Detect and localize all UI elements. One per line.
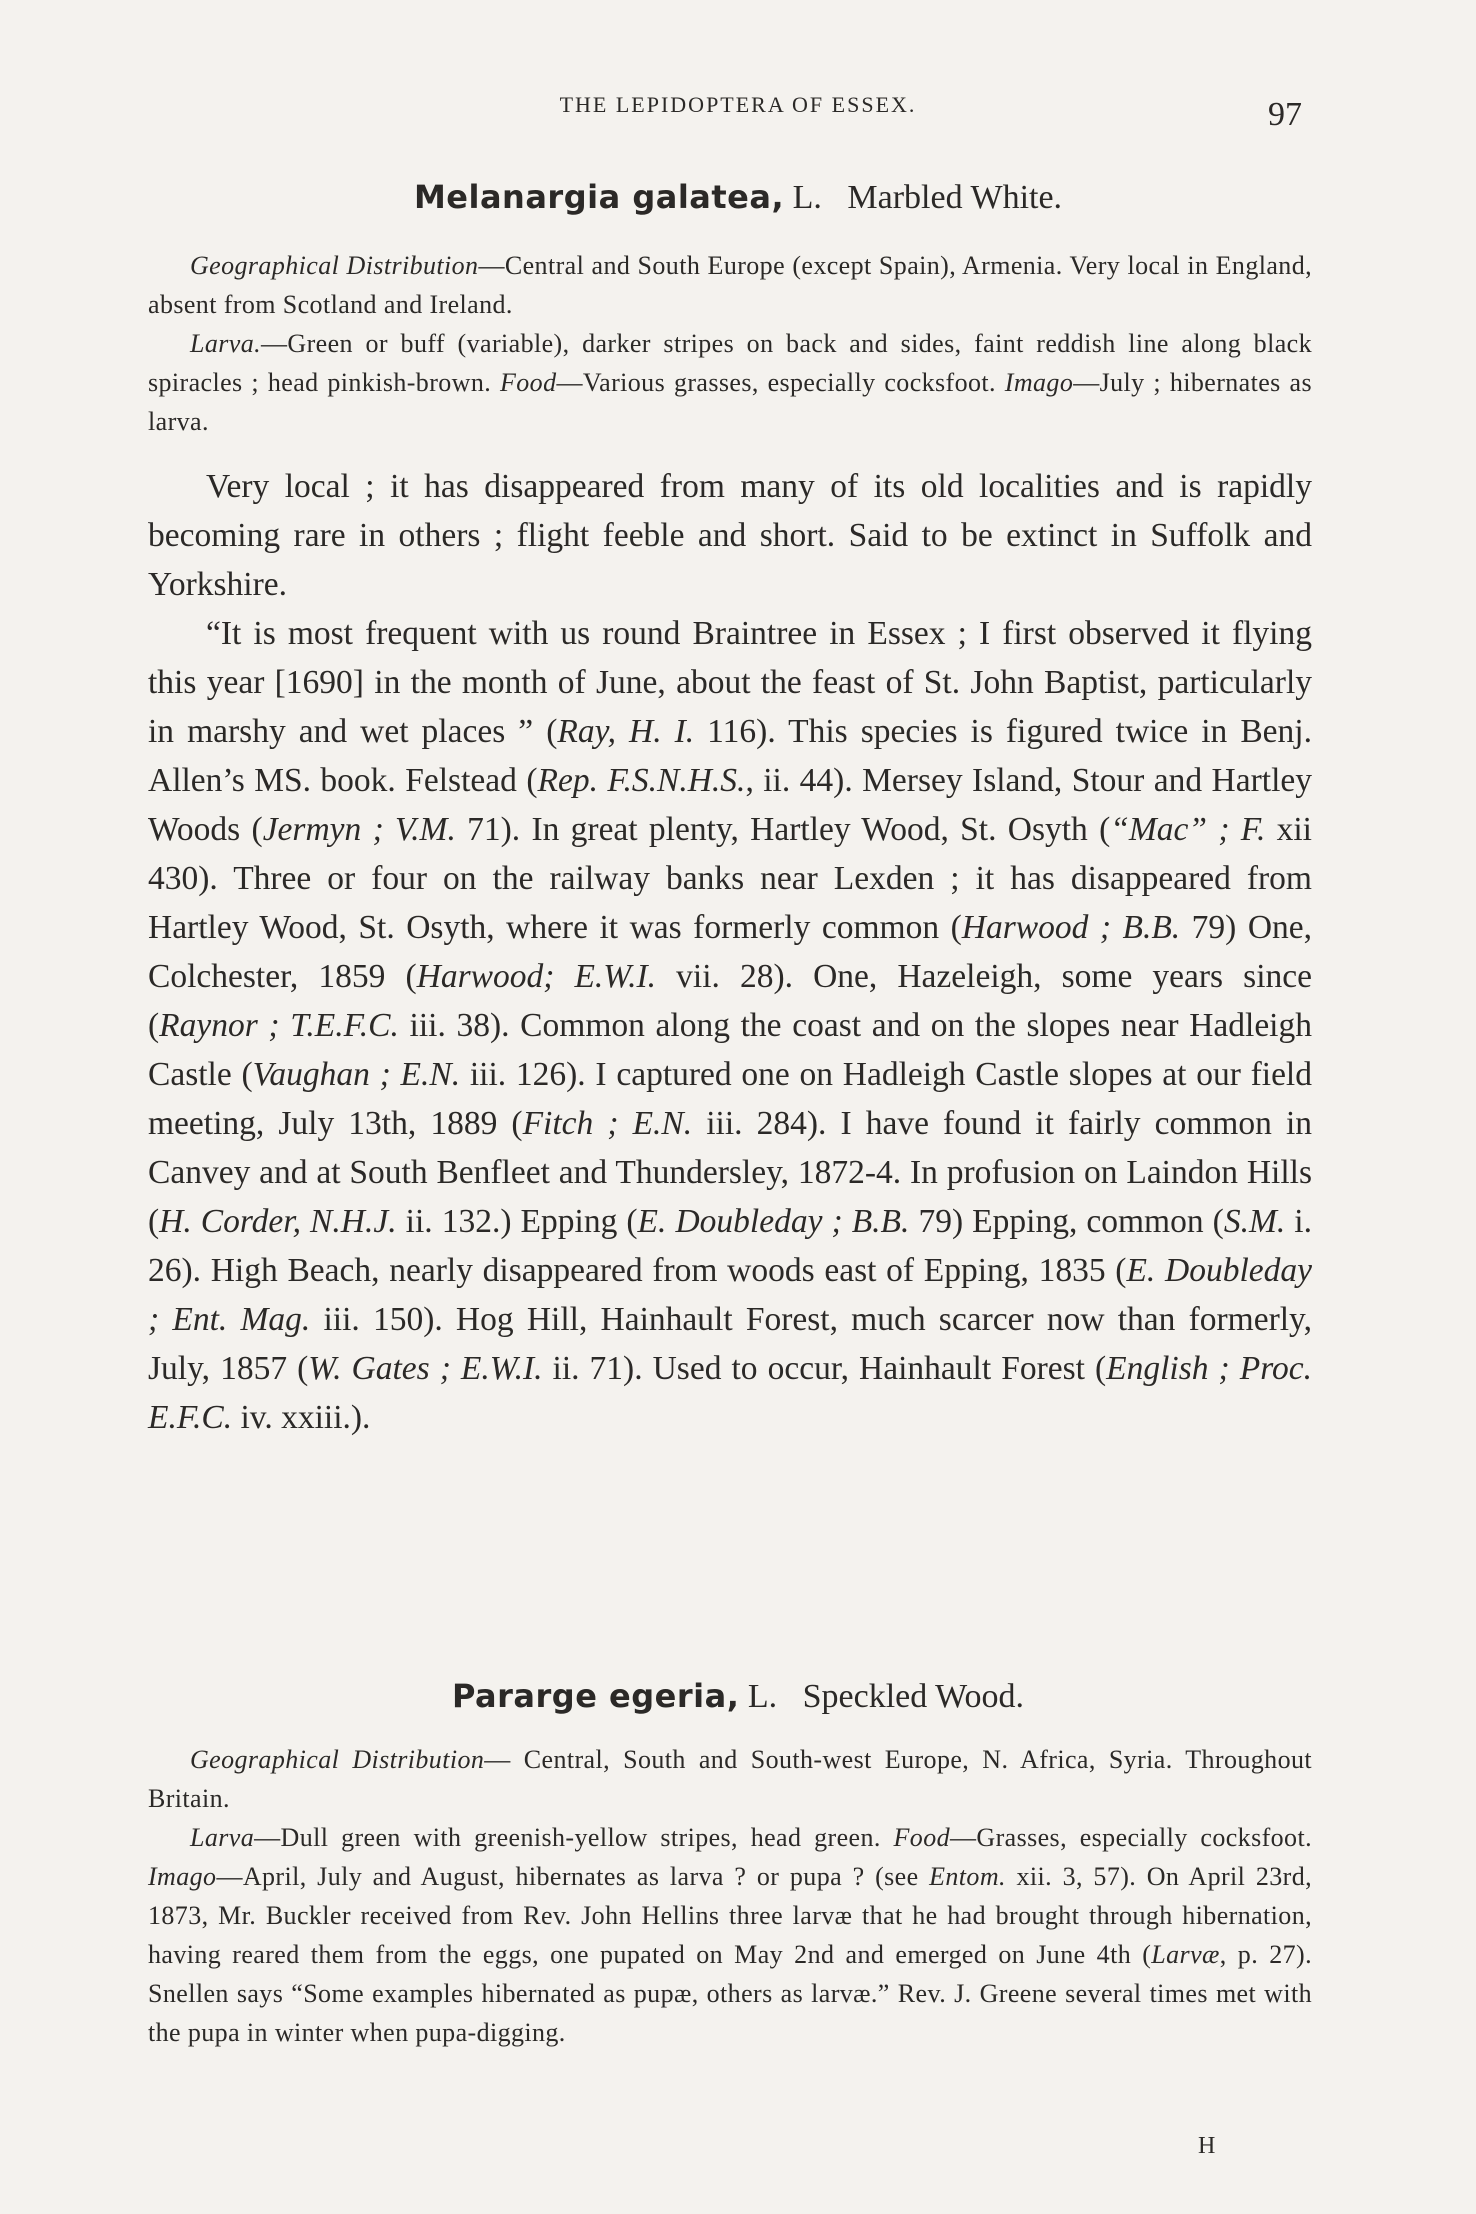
citation: Fitch ; E.N. [522, 1105, 693, 1142]
signature-mark: H [1198, 2133, 1216, 2159]
common-name: Marbled White. [847, 179, 1063, 216]
larva-text: —Dull green with greenish-yellow stripes, head green. [254, 1823, 881, 1852]
paragraph-records: “It is most frequent with us round Braintree in Essex ; I first observed it flying this year [1690] in the month of June, about the feast of St. John Baptist, particularly in marshy and wet places ” (Ray, H. I. 116). This species is figured twice in Benj. Allen’s MS. book. Felstead (Rep. F.S.N.H.S., ii. 44). Mersey Island, Stour and Hartley Woods (Jermyn ; V.M. 71). In great plenty, Hartley Wood, St. Osyth (“Mac” ; F. xii 430). Three or four on the railway banks near Lexden ; it has disappeared from Hartley Wood, St. Osyth, where it was formerly common (Harwood ; B.B. 79) One, Colchester, 1859 (Harwood; E.W.I. vii. 28). One, Hazeleigh, some years since (Raynor ; T.E.F.C. iii. 38). Common along the coast and on the slopes near Hadleigh Castle (Vaughan ; E.N. iii. 126). I captured one on Hadleigh Castle slopes at our field meeting, July 13th, 1889 (Fitch ; E.N. iii. 284). I have found it fairly common in Canvey and at South Benfleet and Thundersley, 1872-4. In profusion on Laindon Hills (H. Corder, N.H.J. ii. 132.) Epping (E. Doubleday ; B.B. 79) Epping, common (S.M. i. 26). High Beach, nearly disappeared from woods east of Epping, 1835 (E. Doubleday ; Ent. Mag. iii. 150). Hog Hill, Hainhault Forest, much scarcer now than formerly, July, 1857 (W. Gates ; E.W.I. ii. 71). Used to occur, Hainhault Forest (English ; Proc. E.F.C. iv. xxiii.). [148, 615, 1313, 1436]
citation: W. Gates ; E.W.I. [308, 1350, 543, 1387]
species2-summary [148, 1740, 1312, 2052]
citation: Ray, H. I. [557, 713, 695, 750]
entom-reference: Entom. [929, 1862, 1006, 1891]
page-number: 97 [1268, 96, 1302, 133]
author-abbrev: L. [792, 179, 822, 216]
citation: Raynor ; T.E.F.C. [159, 1007, 399, 1044]
food-text: —Various grasses, especially cocksfoot. [556, 368, 996, 397]
scientific-name: Pararge egeria, [451, 1677, 740, 1715]
geo-label: Geographical Distribution [190, 251, 479, 280]
citation: Harwood ; B.B. [961, 909, 1181, 946]
citation: Vaughan ; E.N. [252, 1056, 461, 1093]
geographical-distribution [148, 1740, 1312, 1818]
larva-label: Larva. [190, 329, 262, 358]
food-label: Food [499, 368, 557, 397]
citation: E. Doubleday ; B.B. [637, 1203, 910, 1240]
scientific-name: Melanargia galatea, [413, 178, 785, 216]
paragraph-status: Very local ; it has disappeared from many of its old localities and is rapidly becoming rare in others ; flight feeble and short. Said to be extinct in Suffolk and Yorkshire. [148, 468, 1312, 603]
imago-text: —April, July and August, hibernates as larva ? or pupa ? (see [216, 1862, 919, 1891]
citation: “Mac” ; F. [1110, 811, 1266, 848]
citation: Rep. F.S.N.H.S. [537, 762, 746, 799]
larva-food-imago: Larva—Dull green with greenish-yellow stripes, head green. Food—Grasses, especially cocksfoot. Imago—April, July and August, hibernates as larva ? or pupa ? (see Entom. xii. 3, 57). On April 23rd, 1873, Mr. Buckler received from Rev. John Hellins three larvæ that he had brought through hibernation, having reared them from the eggs, one pupated on May 2nd and emerged on June 4th (Larvæ, p. 27). Snellen says “Some examples hibernated as pupæ, others as larvæ.” Rev. J. Greene several times met with the pupa in winter when pupa-digging. [148, 1823, 1313, 2047]
imago-label: Imago [148, 1862, 217, 1891]
larva-text: —Green or buff (variable), darker stripes on back and sides, faint reddish line along black spiracles ; head pinkish-brown. [148, 329, 1312, 397]
citation: Jermyn ; V.M. [262, 811, 456, 848]
species1-body [148, 462, 1312, 1442]
larvae-reference: Larvæ [1151, 1940, 1220, 1969]
geo-label: Geographical Distribution [190, 1745, 485, 1774]
geo-text: —Central and South Europe (except Spain), Armenia. Very local in England, absent from Scotland and Ireland. [148, 251, 1312, 319]
geo-text: — Central, South and South-west Europe, N. Africa, Syria. Throughout Britain. [148, 1745, 1312, 1813]
imago-label: Imago [1004, 368, 1074, 397]
larva-food-imago [148, 324, 1312, 441]
imago-text: —July ; hibernates as larva. [148, 368, 1312, 436]
food-label: Food [893, 1823, 950, 1852]
citation: S.M. [1223, 1203, 1286, 1240]
citation: H. Corder, N.H.J. [159, 1203, 397, 1240]
larva-label: Larva [190, 1823, 255, 1852]
author-abbrev: L. [747, 1678, 778, 1715]
species-heading-melanargia [0, 178, 1476, 217]
species-heading-pararge [0, 1677, 1476, 1716]
citation: English ; Proc. E.F.C. [148, 1350, 1312, 1436]
geographical-distribution [148, 246, 1312, 324]
food-text: —Grasses, especially cocksfoot. [950, 1823, 1312, 1852]
running-title: THE LEPIDOPTERA OF ESSEX. [559, 92, 917, 117]
citation: E. Doubleday ; Ent. Mag. [148, 1252, 1313, 1338]
citation: Harwood; E.W.I. [416, 958, 657, 995]
common-name: Speckled Wood. [802, 1678, 1025, 1715]
species1-summary [148, 246, 1312, 441]
